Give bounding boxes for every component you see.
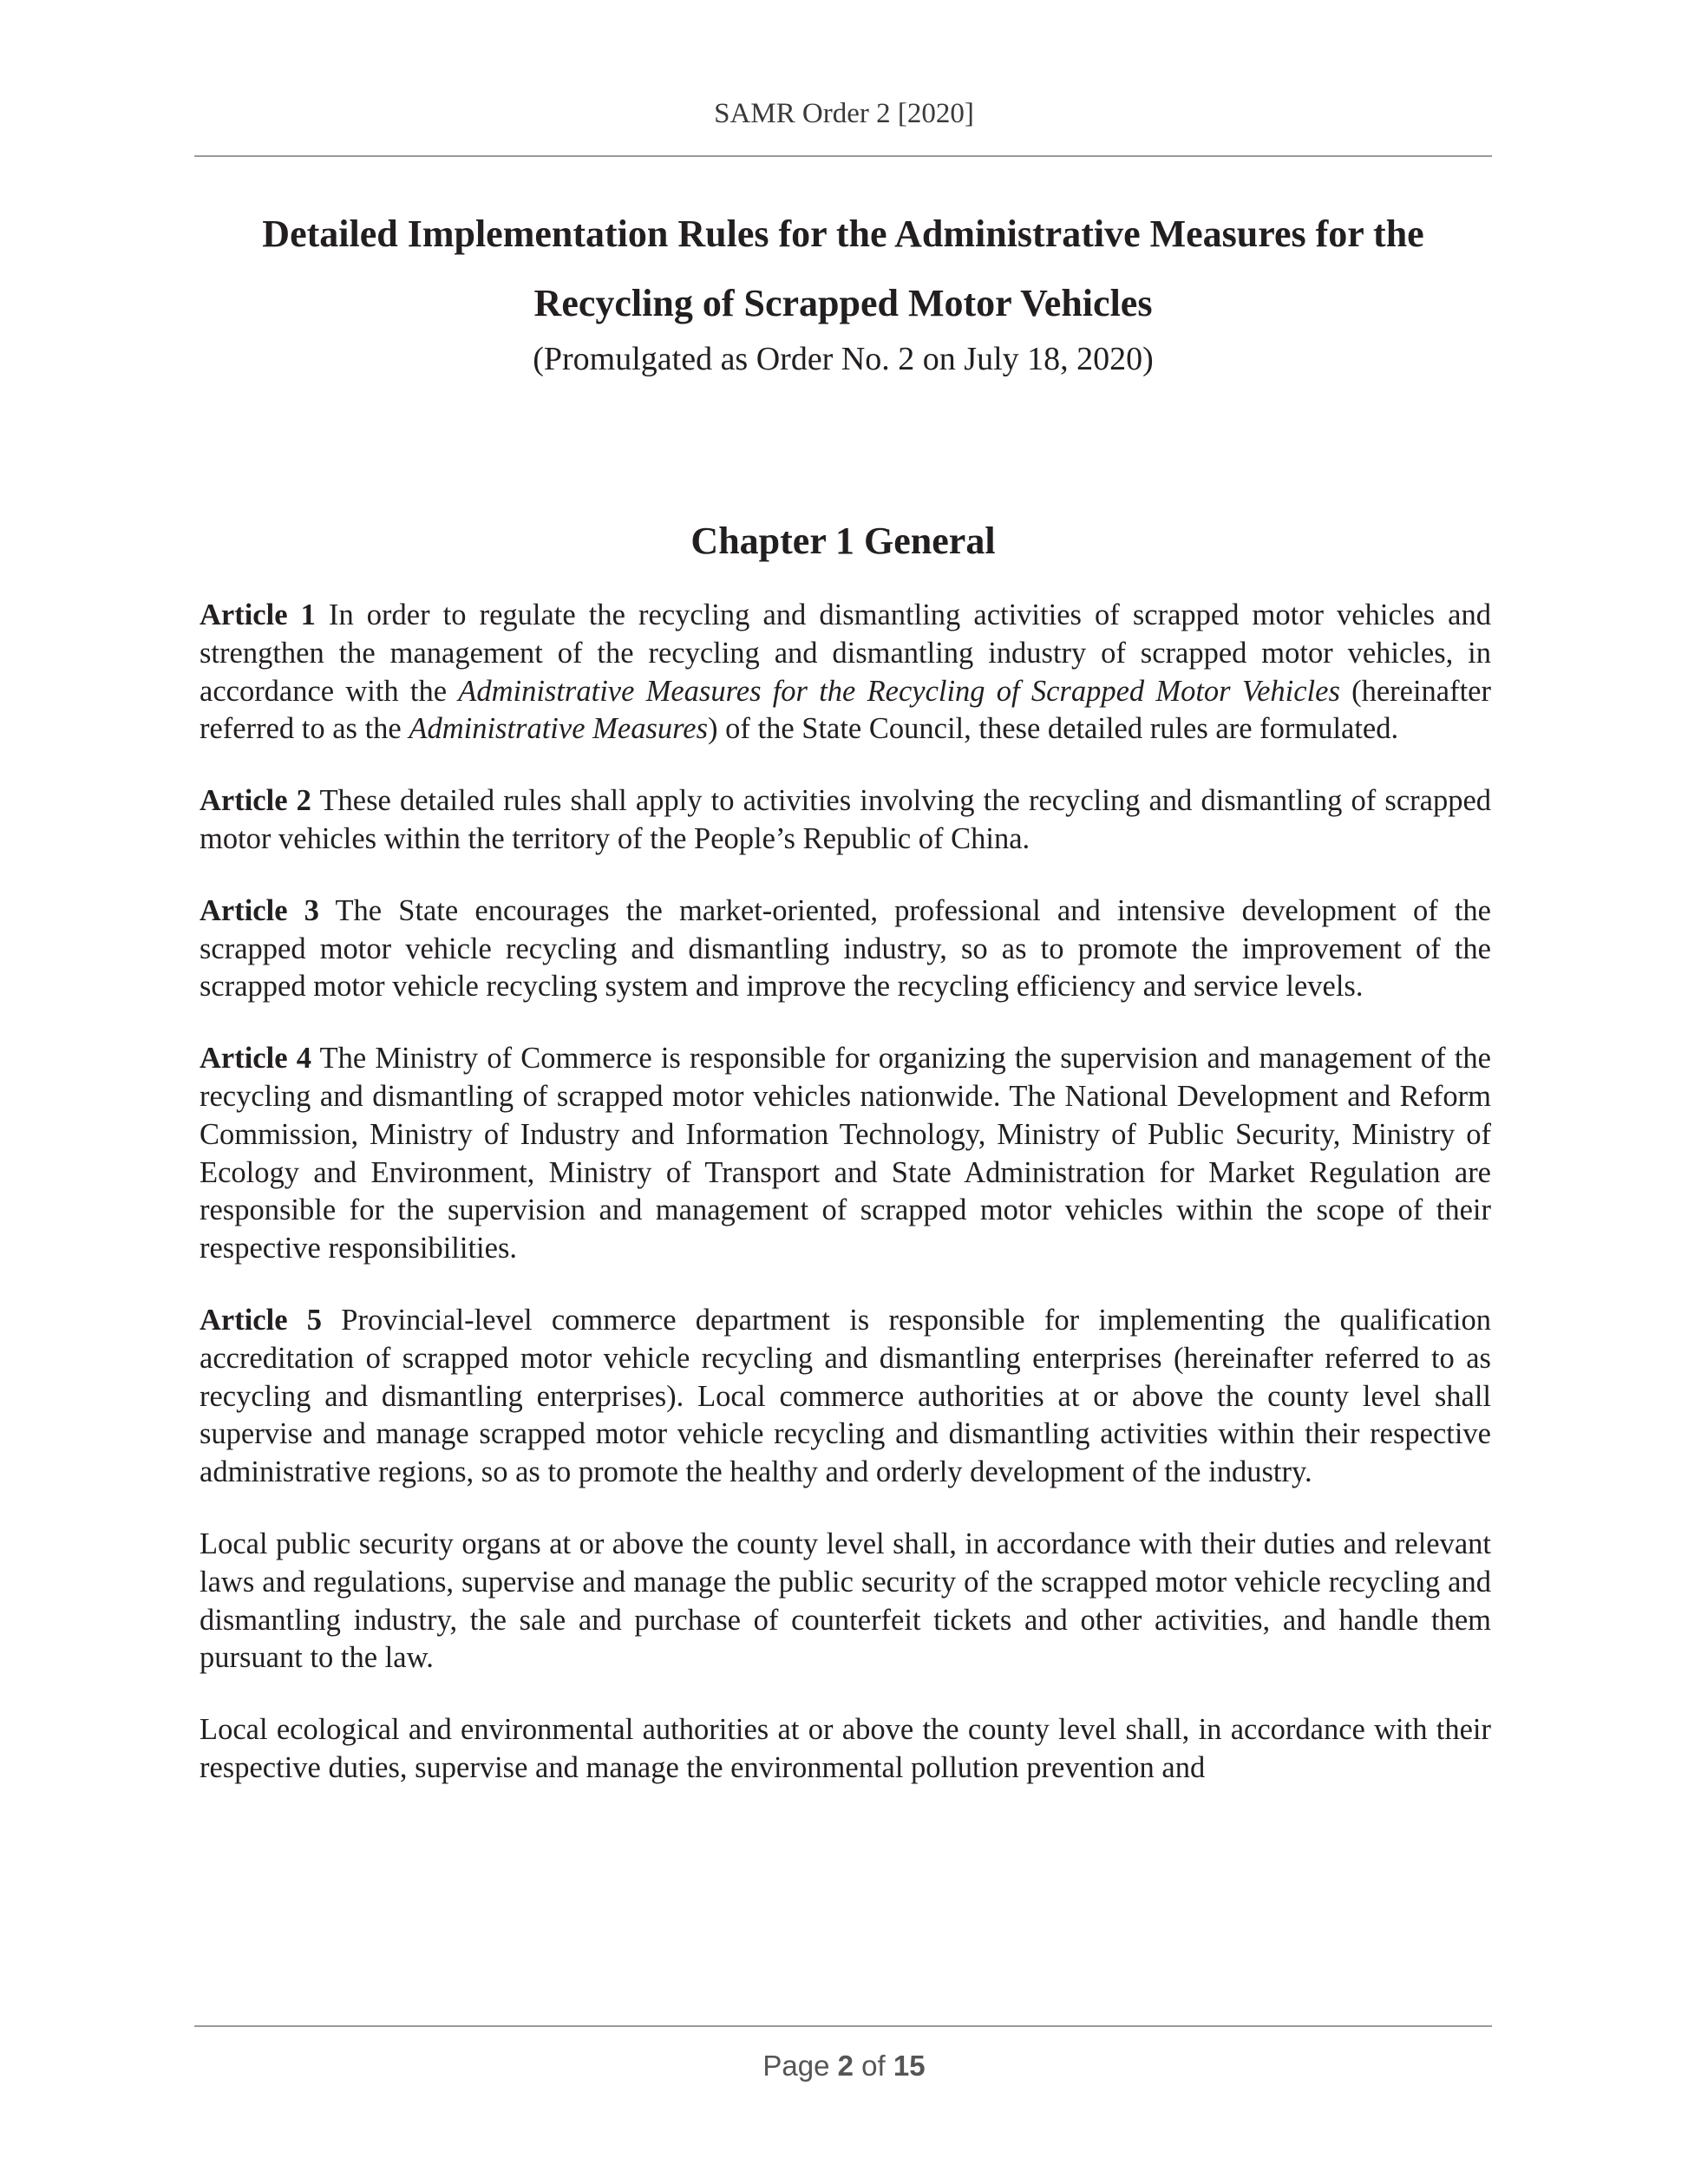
article-label: Article 4: [200, 1042, 311, 1076]
total-page-count: 15: [893, 2050, 926, 2082]
title-line-1: Detailed Implementation Rules for the Administrative Measures for the: [262, 213, 1424, 255]
article-text: (hereinafter referred to as the: [200, 674, 1491, 746]
article-5-paragraph-2: Local public security organs at or above the county level shall, in accordance with their duties and relevant laws and regulations, supervise and manage the public security of the scrapped motor vehicle recycling and dismantling industry, the sale and purchase of counterfeit tickets and other activities, and handle them pursuant to the law.: [200, 1527, 1491, 1675]
article-text: The Ministry of Commerce is responsible for organizing the supervision and management of the recycling and dismantling of scrapped motor vehicles nationwide. The National Development and Reform Commission, Ministry of Industry and Information Technology, Ministry of Public Security, Ministry of Ecology and Environment, Ministry of Transport and State Administration for Market Regulation are responsible for the supervision and management of scrapped motor vehicles within the scope of their respective responsibilities.: [200, 1042, 1491, 1265]
document-title: [194, 199, 1492, 338]
running-header: SAMR Order 2 [2020]: [714, 98, 974, 129]
footer-divider: [194, 2025, 1492, 2027]
article-label: Article 5: [200, 1303, 323, 1337]
article-label: Article 1: [200, 598, 316, 631]
page-indicator: [0, 2050, 1688, 2083]
article-1: [200, 597, 1491, 749]
title-line-2: Recycling of Scrapped Motor Vehicles: [533, 282, 1153, 324]
article-text: The State encourages the market-oriented, professional and intensive development of the scrapped motor vehicle recycling and dismantling industry, so as to promote the improvement of the scrapped motor vehicle recycling system and improve the recycling efficiency and service levels.: [200, 893, 1491, 1004]
cited-title-short: Administrative Measures: [409, 712, 709, 746]
article-text: These detailed rules shall apply to activities involving the recycling and dismantling of scrapped motor vehicles within the territory of the People’s Republic of China.: [200, 784, 1492, 855]
page-word: Page: [762, 2050, 830, 2082]
article-text: In order to regulate the recycling and dismantling activities of scrapped motor vehicles and strengthen the management of the recycling and dismantling industry of scrapped motor vehicles, in accordance with the: [200, 598, 1491, 708]
article-5: [200, 1302, 1491, 1492]
article-4: [200, 1040, 1491, 1268]
document-body: [200, 597, 1491, 1821]
of-word: of: [861, 2050, 886, 2082]
article-label: Article 2: [200, 784, 311, 818]
article-text: ) of the State Council, these detailed rules are formulated.: [708, 712, 1399, 746]
article-text: Provincial-level commerce department is responsible for implementing the qualification accreditation of scrapped motor vehicle recycling and dismantling enterprises (hereinafter referred to as recycling and dismantling enterprises). Local commerce authorities at or above the county level shall supervise and manage scrapped motor vehicle recycling and dismantling activities within their respective administrative regions, so as to promote the healthy and orderly development of the industry.: [200, 1303, 1491, 1489]
article-2: [200, 782, 1491, 859]
article-label: Article 3: [200, 893, 319, 927]
promulgation-note: (Promulgated as Order No. 2 on July 18, 2020): [533, 341, 1154, 377]
chapter-heading: Chapter 1 General: [690, 520, 996, 562]
article-5-paragraph-3: Local ecological and environmental authorities at or above the county level shall, in accordance with their respective duties, supervise and manage the environmental pollution prevention and: [200, 1713, 1491, 1784]
article-3: [200, 893, 1491, 1006]
cited-title: Administrative Measures for the Recycling of Scrapped Motor Vehicles: [458, 674, 1340, 708]
header-divider: [194, 155, 1492, 157]
current-page-number: 2: [837, 2050, 854, 2082]
